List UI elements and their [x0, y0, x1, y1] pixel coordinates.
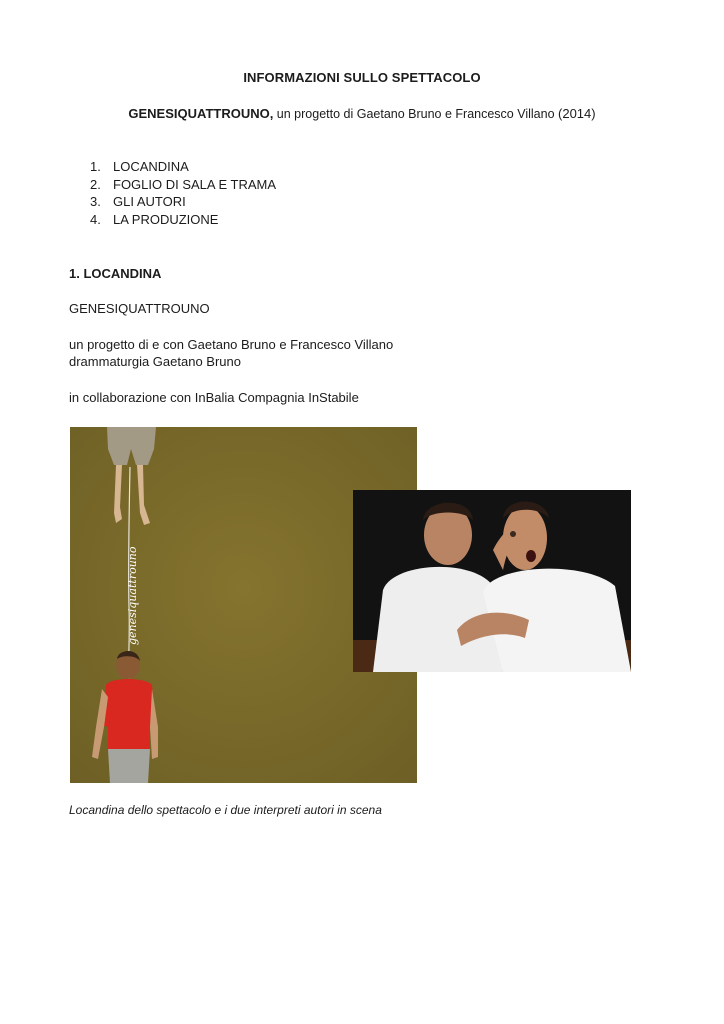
document-subtitle [0, 106, 724, 121]
table-of-contents [90, 158, 276, 228]
subtitle-credit: un progetto di Gaetano Bruno e Francesco Villano [273, 107, 559, 121]
toc-item-label: LOCANDINA [113, 159, 189, 174]
toc-item [90, 193, 276, 211]
show-name: GENESIQUATTROUNO [69, 301, 210, 316]
document-title: INFORMAZIONI SULLO SPETTACOLO [243, 70, 481, 85]
poster-handwriting: genesiquattrouno [126, 546, 139, 645]
toc-item-label: GLI AUTORI [113, 194, 186, 209]
toc-item-number: 4. [90, 211, 101, 227]
subtitle-year: (2014) [558, 106, 596, 121]
figure-caption: Locandina dello spettacolo e i due interpreti autori in scena [69, 803, 382, 817]
toc-item-label: LA PRODUZIONE [113, 211, 219, 227]
toc-item-number: 1. [90, 159, 101, 174]
toc-item-label: FOGLIO DI SALA E TRAMA [113, 176, 277, 192]
stage-photo [353, 490, 631, 672]
toc-item [90, 176, 276, 194]
credits-line: un progetto di e con Gaetano Bruno e Francesco Villano [69, 337, 394, 352]
dramaturgy-line: drammaturgia Gaetano Bruno [69, 354, 241, 369]
toc-item-number: 2. [90, 176, 101, 192]
toc-item-number: 3. [90, 194, 101, 209]
collaboration-line: in collaborazione con InBalia Compagnia InStabile [69, 390, 359, 405]
subtitle-show-name: GENESIQUATTROUNO, [128, 106, 274, 121]
section-heading: 1. LOCANDINA [69, 266, 162, 281]
toc-item [90, 158, 276, 176]
toc-item [90, 211, 276, 229]
